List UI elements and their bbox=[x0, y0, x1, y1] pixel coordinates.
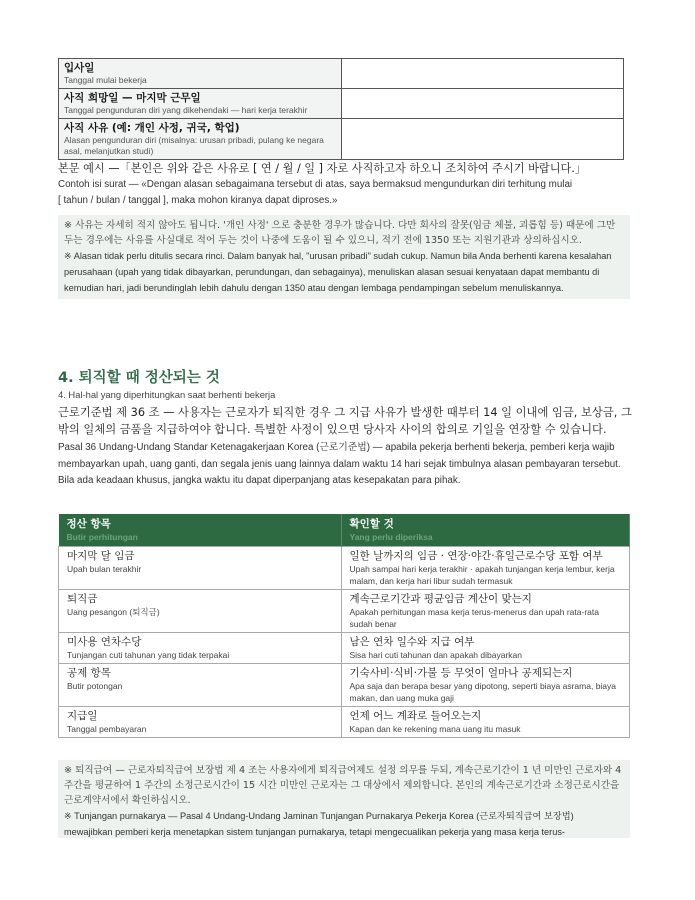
note-id: ※ Tunjangan purnakarya — Pasal 4 Undang-Undang Jaminan Tunjangan Purnakarya Pekerja Korea (근로자퇴직급여 보장법) mewajibkan pemberi kerja menetapkan sistem tunjangan purnakarya, tetapi mengecualikan pekerja yang masa kerja terus- bbox=[64, 811, 574, 837]
item-cell bbox=[59, 707, 342, 738]
item-ko: 공제 항목 bbox=[67, 667, 111, 679]
check-id: Apa saja dan berapa besar yang dipotong, seperti biaya asrama, biaya makan, dan uang muka gaji bbox=[349, 681, 617, 703]
check-ko: 남은 연차 일수와 지급 여부 bbox=[349, 636, 475, 648]
paragraph-id: Pasal 36 Undang-Undang Standar Ketenagakerjaan Korea (근로기준법) — apabila pekerja berhenti bekerja, pemberi kerja wajib membayarkan upah, uang ganti, dan segala jenis uang lainnya dalam waktu 14 hari sejak timbulnya alasan pembayaran tersebut. Bila ada keadaan khusus, jangka waktu itu dapat diperpanjang atas kesepakatan para pihak. bbox=[58, 442, 621, 486]
form-label-ko: 입사일 bbox=[64, 62, 95, 74]
header-check-ko: 확인할 것 bbox=[349, 518, 394, 530]
table-row bbox=[59, 664, 630, 707]
check-ko: 계속근로기간과 평균임금 계산이 맞는지 bbox=[349, 593, 532, 605]
item-id: Butir potongan bbox=[67, 681, 123, 691]
check-cell bbox=[341, 633, 630, 664]
header-check bbox=[341, 514, 630, 547]
header-item-id: Butir perhitungan bbox=[66, 532, 138, 542]
example-id-line2: [ tahun / bulan / tanggal ], maka mohon kiranya dapat diproses.» bbox=[58, 195, 338, 206]
check-id: Apakah perhitungan masa kerja terus-menerus dan upah rata-rata sudah benar bbox=[349, 607, 599, 629]
settlement-table bbox=[58, 514, 630, 738]
law-paragraph bbox=[58, 405, 632, 490]
form-label-cell bbox=[59, 89, 342, 119]
item-ko: 마지막 달 임금 bbox=[67, 550, 135, 562]
table-row bbox=[59, 633, 630, 664]
form-label-ko: 사직 희망일 — 마지막 근무일 bbox=[64, 92, 201, 104]
check-cell bbox=[341, 707, 630, 738]
form-row-reason bbox=[59, 119, 624, 160]
form-row-start-date bbox=[59, 59, 624, 89]
item-cell bbox=[59, 547, 342, 590]
example-id-line1: Contoh isi surat — «Dengan alasan sebagaimana tersebut di atas, saya bermaksud mengundurkan diri terhitung mulai bbox=[58, 179, 573, 190]
form-input-last-day[interactable] bbox=[342, 89, 624, 119]
header-check-id: Yang perlu diperiksa bbox=[349, 532, 433, 542]
paragraph-ko: 근로기준법 제 36 조 — 사용자는 근로자가 퇴직한 경우 그 지급 사유가 발생한 때부터 14 일 이내에 임금, 보상금, 그 밖의 일체의 금품을 지급하여야 합니다. 특별한 사정이 있으면 당사자 사이의 합의로 기일을 연장할 수 있습니다. bbox=[58, 406, 632, 436]
check-cell bbox=[341, 590, 630, 633]
note-ko: ※ 사유는 자세히 적지 않아도 됩니다. '개인 사정' 으로 충분한 경우가 많습니다. 다만 회사의 잘못(임금 체불, 괴롭힘 등) 때문에 그만두는 경우에는 사유를 사실대로 적어 두는 것이 나중에 도움이 될 수 있으니, 적기 전에 1350 또는 지원기관과 상의하십시오. bbox=[64, 220, 616, 246]
check-ko: 언제 어느 계좌로 들어오는지 bbox=[349, 710, 482, 722]
example-text bbox=[58, 160, 630, 209]
form-label-ko: 사직 사유 (예: 개인 사정, 귀국, 학업) bbox=[64, 122, 240, 134]
header-item-ko: 정산 항목 bbox=[66, 518, 111, 530]
example-ko: 본문 예시 —「본인은 위와 같은 사유로 [ 연 / 월 / 일 ] 자로 사직하고자 하오니 조치하여 주시기 바랍니다.」 bbox=[58, 162, 587, 175]
form-label-cell bbox=[59, 119, 342, 160]
section-subtitle: 4. Hal-hal yang diperhitungkan saat berhenti bekerja bbox=[58, 389, 276, 400]
check-id: Kapan dan ke rekening mana uang itu masuk bbox=[349, 724, 521, 734]
note-ko: ※ 퇴직급여 — 근로자퇴직급여 보장법 제 4 조는 사용자에게 퇴직급여제도 설정 의무를 두되, 계속근로기간이 1 년 미만인 근로자와 4 주간을 평균하여 1 주간의 소정근로시간이 15 시간 미만인 근로자는 그 대상에서 제외합니다. 본인의 계속근로기간과 소정근로시간을 근로계약서에서 확인하십시오. bbox=[64, 765, 622, 806]
table-row bbox=[59, 707, 630, 738]
check-cell bbox=[341, 664, 630, 707]
check-id: Sisa hari cuti tahunan dan apakah dibayarkan bbox=[349, 650, 522, 660]
table-header-row bbox=[59, 514, 630, 547]
item-id: Upah bulan terakhir bbox=[67, 564, 142, 574]
section-title: 4. 퇴직할 때 정산되는 것 bbox=[58, 370, 220, 386]
form-input-start-date[interactable] bbox=[342, 59, 624, 89]
check-cell bbox=[341, 547, 630, 590]
item-ko: 퇴직금 bbox=[67, 593, 98, 605]
check-id: Upah sampai hari kerja terakhir · apakah tunjangan kerja lembur, kerja malam, dan kerja hari libur sudah termasuk bbox=[349, 564, 615, 586]
item-id: Tunjangan cuti tahunan yang tidak terpakai bbox=[67, 650, 230, 660]
item-cell bbox=[59, 664, 342, 707]
reason-note bbox=[58, 215, 630, 299]
retirement-benefit-note bbox=[58, 760, 630, 838]
check-ko: 일한 날까지의 임금 · 연장·야간·휴일근로수당 포함 여부 bbox=[349, 550, 603, 562]
check-ko: 기숙사비·식비·가불 등 무엇이 얼마나 공제되는지 bbox=[349, 667, 573, 679]
form-row-last-day bbox=[59, 89, 624, 119]
item-id: Tanggal pembayaran bbox=[67, 724, 147, 734]
item-ko: 지급일 bbox=[67, 710, 98, 722]
form-label-id: Alasan pengunduran diri (misalnya: urusan pribadi, pulang ke negara asal, melanjutkan studi) bbox=[64, 135, 324, 156]
table-row bbox=[59, 590, 630, 633]
resignation-form-table bbox=[58, 58, 624, 160]
form-label-id: Tanggal mulai bekerja bbox=[64, 75, 147, 85]
note-id: ※ Alasan tidak perlu ditulis secara rinci. Dalam banyak hal, "urusan pribadi" sudah cukup. Namun bila Anda berhenti karena kesalahan perusahaan (upah yang tidak dibayarkan, perundungan, dan sebagainya), menuliskan alasan sesuai kenyataan dapat membantu di kemudian hari, jadi berundinglah lebih dahulu dengan 1350 atau dengan lembaga pendampingan sebelum menuliskannya. bbox=[64, 251, 612, 293]
header-item bbox=[59, 514, 342, 547]
item-ko: 미사용 연차수당 bbox=[67, 636, 142, 648]
item-cell bbox=[59, 590, 342, 633]
table-row bbox=[59, 547, 630, 590]
item-cell bbox=[59, 633, 342, 664]
form-label-cell bbox=[59, 59, 342, 89]
form-input-reason[interactable] bbox=[342, 119, 624, 160]
item-id: Uang pesangon (퇴직금) bbox=[67, 607, 160, 617]
form-label-id: Tanggal pengunduran diri yang dikehendaki — hari kerja terakhir bbox=[64, 105, 308, 115]
